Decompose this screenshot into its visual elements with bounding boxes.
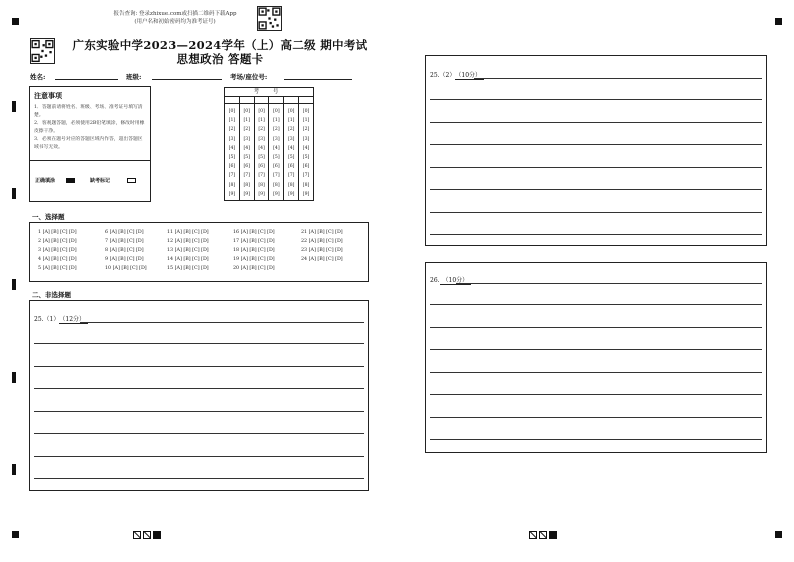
exam-digit-bubble[interactable]: [1] — [228, 118, 236, 124]
exam-digit-bubble[interactable]: [0] — [228, 109, 236, 114]
timing-mark — [12, 279, 16, 290]
seat-label: 考场/座位号: — [230, 73, 268, 81]
answer-line — [430, 212, 762, 213]
answer-line — [430, 349, 762, 350]
answer-line — [34, 411, 364, 412]
answer-box-25-2[interactable] — [425, 55, 767, 246]
question-25-2-label: 25.（2） — [430, 72, 456, 79]
answer-line — [430, 304, 762, 305]
exam-digit-bubble[interactable]: [0] — [243, 109, 250, 114]
class-field[interactable] — [152, 79, 222, 80]
answer-line — [474, 78, 762, 79]
answer-box-26[interactable] — [425, 262, 767, 453]
exam-digit-bubble[interactable]: [7] — [258, 173, 265, 179]
choice-question-7[interactable]: 7 [A] [B] [C] [D] — [105, 239, 144, 244]
choice-question-19[interactable]: 19 [A] [B] [C] [D] — [233, 257, 275, 262]
section-choice-title: 一、选择题 — [32, 213, 65, 221]
choice-question-12[interactable]: 12 [A] [B] [C] [D] — [167, 239, 209, 244]
exam-digit-bubble[interactable]: [7] — [243, 173, 250, 179]
exam-digit-bubble[interactable]: [3] — [243, 136, 250, 142]
answer-line — [34, 478, 364, 479]
choice-question-15[interactable]: 15 [A] [B] [C] [D] — [167, 266, 209, 271]
exam-digit-bubble[interactable]: [4] — [302, 145, 310, 151]
choice-question-23[interactable]: 23 [A] [B] [C] [D] — [301, 248, 343, 253]
report-notice-line1: 报告查询: 登录zhixue.com或扫描二维码下载App — [113, 11, 237, 17]
title-line2: 思想政治 答题卡 — [176, 52, 264, 66]
absent-mark-checkbox[interactable] — [127, 178, 136, 183]
exam-digit-bubble[interactable]: [3] — [258, 136, 265, 142]
exam-digit-bubble[interactable]: [5] — [228, 155, 236, 161]
exam-digit-bubble[interactable]: [1] — [302, 118, 310, 124]
exam-digit-bubble[interactable]: [6] — [258, 164, 265, 170]
exam-digit-bubble[interactable]: [9] — [258, 191, 265, 197]
answer-line — [430, 234, 762, 235]
question-26-points: （10分） — [440, 277, 472, 285]
choice-question-6[interactable]: 6 [A] [B] [C] [D] — [105, 230, 144, 235]
answer-line — [34, 388, 364, 389]
exam-digit-bubble[interactable]: [7] — [228, 173, 236, 179]
choice-question-3[interactable]: 3 [A] [B] [C] [D] — [38, 248, 77, 253]
exam-digit-bubble[interactable]: [6] — [273, 164, 280, 170]
question-25-2-points: （10分） — [455, 72, 484, 80]
exam-digit-bubble[interactable]: [2] — [302, 127, 310, 133]
notice-item: 1．答题前请将姓名、班级、考场、准考证号填写清楚。 — [34, 105, 143, 118]
choice-question-10[interactable]: 10 [A] [B] [C] [D] — [105, 266, 147, 271]
exam-digit-bubble[interactable]: [7] — [273, 173, 280, 179]
registration-mark — [775, 531, 782, 538]
exam-digit-bubble[interactable]: [3] — [287, 136, 295, 142]
section-open-title: 二、非选择题 — [32, 291, 71, 299]
answer-line — [430, 144, 762, 145]
exam-number-label: 考 号 — [225, 88, 313, 97]
student-qr-code-icon — [30, 38, 55, 64]
choice-question-9[interactable]: 9 [A] [B] [C] [D] — [105, 257, 144, 262]
choice-question-8[interactable]: 8 [A] [B] [C] [D] — [105, 248, 144, 253]
choice-question-16[interactable]: 16 [A] [B] [C] [D] — [233, 230, 275, 235]
exam-number-column — [269, 104, 284, 201]
page-footer-marks — [529, 531, 557, 539]
exam-digit-bubble[interactable]: [4] — [273, 145, 280, 151]
exam-digit-bubble[interactable]: [6] — [243, 164, 250, 170]
exam-digit-bubble[interactable]: [8] — [287, 182, 295, 188]
exam-digit-bubble[interactable]: [0] — [287, 109, 295, 114]
exam-digit-bubble[interactable]: [1] — [273, 118, 280, 124]
exam-digit-bubble[interactable]: [5] — [258, 155, 265, 161]
exam-number-column — [240, 104, 255, 201]
choice-question-20[interactable]: 20 [A] [B] [C] [D] — [233, 266, 275, 271]
exam-digit-bubble[interactable]: [5] — [273, 155, 280, 161]
choice-question-22[interactable]: 22 [A] [B] [C] [D] — [301, 239, 343, 244]
exam-digit-bubble[interactable]: [7] — [287, 173, 295, 179]
exam-digit-bubble[interactable]: [5] — [243, 155, 250, 161]
choice-question-1[interactable]: 1 [A] [B] [C] [D] — [38, 230, 77, 235]
name-field[interactable] — [55, 79, 118, 80]
exam-digit-bubble[interactable]: [9] — [243, 191, 250, 197]
registration-mark — [775, 18, 782, 25]
exam-digit-bubble[interactable]: [1] — [258, 118, 265, 124]
answer-box-25-1[interactable] — [29, 300, 369, 491]
title-line1: 广东实验中学2023—2024学年（上）高二级 期中考试 — [72, 38, 368, 52]
report-notice — [95, 10, 255, 26]
exam-digit-bubble[interactable]: [3] — [273, 136, 280, 142]
exam-digit-bubble[interactable]: [9] — [302, 191, 310, 197]
exam-digit-bubble[interactable]: [6] — [302, 164, 310, 170]
exam-digit-bubble[interactable]: [0] — [302, 109, 310, 114]
exam-digit-bubble[interactable]: [2] — [258, 127, 265, 133]
timing-mark — [12, 101, 16, 112]
page-title — [70, 38, 370, 66]
answer-line — [430, 99, 762, 100]
choice-question-4[interactable]: 4 [A] [B] [C] [D] — [38, 257, 77, 262]
correct-fill-label: 正确填涂 — [35, 178, 56, 184]
exam-digit-bubble[interactable]: [2] — [243, 127, 250, 133]
answer-line — [430, 372, 762, 373]
registration-mark — [12, 18, 19, 25]
correct-fill-sample — [66, 178, 75, 183]
notice-item: 3．必须在题号对应的答题区域内作答，超出答题区域书写无效。 — [34, 137, 143, 150]
question-26-label: 26. — [430, 277, 440, 284]
answer-line — [34, 456, 364, 457]
choice-question-17[interactable]: 17 [A] [B] [C] [D] — [233, 239, 275, 244]
exam-digit-bubble[interactable]: [9] — [228, 191, 236, 197]
exam-digit-bubble[interactable]: [8] — [258, 182, 265, 188]
class-label: 班级: — [126, 73, 142, 81]
exam-digit-bubble[interactable]: [4] — [228, 145, 236, 151]
notice-box — [29, 86, 151, 202]
choice-question-21[interactable]: 21 [A] [B] [C] [D] — [301, 230, 343, 235]
question-25-1-points: （12分） — [59, 316, 88, 324]
choice-question-2[interactable]: 2 [A] [B] [C] [D] — [38, 239, 77, 244]
exam-digit-bubble[interactable]: [1] — [243, 118, 250, 124]
exam-digit-bubble[interactable]: [7] — [302, 173, 310, 179]
report-notice-line2: (用户名和初始密码均为准考证号) — [134, 19, 216, 25]
name-label: 姓名: — [30, 73, 46, 81]
exam-number-column — [284, 104, 299, 201]
answer-line — [430, 439, 762, 440]
answer-line — [80, 322, 364, 323]
exam-digit-bubble[interactable]: [0] — [258, 109, 265, 114]
answer-line — [34, 366, 364, 367]
app-qr-code-icon — [257, 6, 282, 31]
timing-mark — [12, 372, 16, 383]
exam-digit-bubble[interactable]: [3] — [228, 136, 236, 142]
exam-digit-bubble[interactable]: [2] — [228, 127, 236, 133]
choice-question-18[interactable]: 18 [A] [B] [C] [D] — [233, 248, 275, 253]
choice-question-5[interactable]: 5 [A] [B] [C] [D] — [38, 266, 77, 271]
exam-digit-bubble[interactable]: [9] — [287, 191, 295, 197]
exam-number-grid — [224, 87, 314, 201]
exam-digit-bubble[interactable]: [5] — [302, 155, 310, 161]
exam-digit-bubble[interactable]: [4] — [287, 145, 295, 151]
answer-line — [430, 417, 762, 418]
answer-line — [430, 189, 762, 190]
exam-digit-bubble[interactable]: [9] — [273, 191, 280, 197]
answer-line — [430, 122, 762, 123]
exam-digit-bubble[interactable]: [3] — [302, 136, 310, 142]
exam-digit-bubble[interactable]: [8] — [243, 182, 250, 188]
absent-mark-label: 缺考标记 — [90, 178, 111, 184]
choice-answer-box — [29, 222, 369, 282]
exam-digit-bubble[interactable]: [8] — [228, 182, 236, 188]
answer-line — [34, 433, 364, 434]
exam-digit-bubble[interactable]: [4] — [258, 145, 265, 151]
exam-digit-bubble[interactable]: [5] — [287, 155, 295, 161]
exam-digit-bubble[interactable]: [8] — [273, 182, 280, 188]
exam-digit-bubble[interactable]: [6] — [287, 164, 295, 170]
exam-digit-bubble[interactable]: [8] — [302, 182, 310, 188]
timing-mark — [12, 464, 16, 475]
notice-item: 2．客观题答题，必须使用2B铅笔填涂，修改时用橡皮擦干净。 — [34, 121, 145, 134]
choice-question-13[interactable]: 13 [A] [B] [C] [D] — [167, 248, 209, 253]
exam-digit-bubble[interactable]: [2] — [287, 127, 295, 133]
exam-number-column — [299, 104, 313, 201]
registration-mark — [12, 531, 19, 538]
exam-number-column — [225, 104, 240, 201]
notice-heading: 注意事项 — [34, 91, 62, 100]
answer-line — [430, 327, 762, 328]
exam-number-write-row[interactable] — [225, 97, 313, 104]
seat-field[interactable] — [284, 79, 352, 80]
exam-digit-bubble[interactable]: [1] — [287, 118, 295, 124]
answer-line — [430, 394, 762, 395]
question-25-1-label: 25.（1） — [34, 316, 60, 323]
answer-line — [430, 167, 762, 168]
page-footer-marks — [133, 531, 161, 539]
choice-question-24[interactable]: 24 [A] [B] [C] [D] — [301, 257, 343, 262]
answer-line — [34, 343, 364, 344]
timing-mark — [12, 188, 16, 199]
exam-digit-bubble[interactable]: [4] — [243, 145, 250, 151]
choice-question-14[interactable]: 14 [A] [B] [C] [D] — [167, 257, 209, 262]
answer-line — [456, 283, 762, 284]
exam-digit-bubble[interactable]: [0] — [273, 109, 280, 114]
exam-digit-bubble[interactable]: [6] — [228, 164, 236, 170]
exam-number-column — [255, 104, 270, 201]
choice-question-11[interactable]: 11 [A] [B] [C] [D] — [167, 230, 209, 235]
exam-digit-bubble[interactable]: [2] — [273, 127, 280, 133]
